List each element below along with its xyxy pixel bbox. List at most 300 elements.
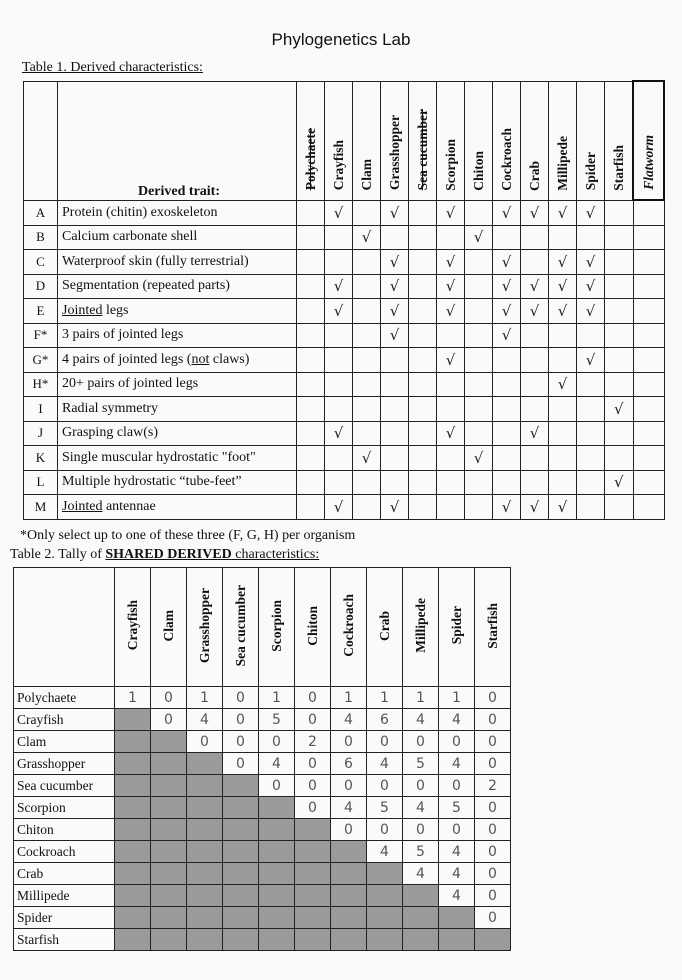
tally-value-cell[interactable]: 0 [223, 709, 259, 731]
trait-check-cell[interactable] [521, 397, 549, 422]
tally-value-cell[interactable]: 0 [439, 731, 475, 753]
trait-check-cell[interactable] [297, 250, 325, 275]
tally-value-cell[interactable]: 0 [439, 819, 475, 841]
trait-check-cell[interactable] [409, 299, 437, 324]
tally-value-cell[interactable]: 0 [475, 753, 511, 775]
trait-check-cell[interactable] [549, 250, 577, 275]
trait-check-cell[interactable] [297, 299, 325, 324]
trait-check-cell[interactable] [577, 470, 605, 495]
trait-check-cell[interactable] [409, 495, 437, 520]
tally-value-cell[interactable]: 0 [475, 863, 511, 885]
trait-check-cell[interactable] [409, 470, 437, 495]
trait-check-cell[interactable] [437, 495, 465, 520]
checkmark: √ [445, 350, 456, 369]
tally-value-cell[interactable]: 4 [439, 753, 475, 775]
trait-check-cell[interactable] [297, 323, 325, 348]
trait-check-cell[interactable] [381, 225, 409, 250]
trait-check-cell[interactable] [521, 250, 549, 275]
trait-check-cell[interactable] [409, 397, 437, 422]
tally-value-cell[interactable]: 0 [475, 907, 511, 929]
trait-check-cell[interactable] [577, 299, 605, 324]
trait-check-cell[interactable] [549, 421, 577, 446]
trait-check-cell[interactable] [521, 299, 549, 324]
shaded-cell [187, 863, 223, 885]
trait-check-cell[interactable] [633, 495, 664, 520]
trait-check-cell[interactable] [297, 446, 325, 471]
tally-value-cell[interactable]: 4 [331, 709, 367, 731]
trait-check-cell[interactable] [465, 299, 493, 324]
trait-check-cell[interactable] [465, 372, 493, 397]
trait-check-cell[interactable] [521, 470, 549, 495]
trait-check-cell[interactable] [605, 348, 634, 373]
trait-check-cell[interactable] [297, 200, 325, 225]
trait-check-cell[interactable] [465, 421, 493, 446]
trait-check-cell[interactable] [353, 421, 381, 446]
trait-check-cell[interactable] [633, 200, 664, 225]
table2-caption-bold: SHARED DERIVED [105, 547, 232, 562]
trait-check-cell[interactable] [633, 323, 664, 348]
tally-value-cell[interactable]: 5 [439, 797, 475, 819]
tally-value-cell[interactable]: 4 [367, 841, 403, 863]
trait-letter: L [24, 470, 58, 495]
tally-value-cell[interactable]: 0 [367, 731, 403, 753]
shaded-cell [475, 929, 511, 951]
trait-label: Multiple hydrostatic “tube-feet” [58, 470, 297, 495]
checkmark: √ [389, 277, 400, 296]
shaded-cell [295, 863, 331, 885]
tally-value-cell[interactable]: 0 [295, 687, 331, 709]
checkmark: √ [333, 424, 344, 443]
trait-check-cell[interactable] [381, 421, 409, 446]
trait-check-cell[interactable] [325, 200, 353, 225]
tally-value-cell[interactable]: 0 [295, 775, 331, 797]
tally-value-cell[interactable]: 0 [151, 687, 187, 709]
trait-check-cell[interactable] [521, 225, 549, 250]
trait-check-cell[interactable] [549, 200, 577, 225]
trait-check-cell[interactable] [521, 274, 549, 299]
tally-value-cell[interactable]: 4 [259, 753, 295, 775]
trait-check-cell[interactable] [633, 470, 664, 495]
trait-check-cell[interactable] [297, 495, 325, 520]
tally-value-cell[interactable]: 1 [367, 687, 403, 709]
tally-value-cell[interactable]: 0 [475, 819, 511, 841]
tally-value-cell[interactable]: 2 [475, 775, 511, 797]
trait-check-cell[interactable] [549, 372, 577, 397]
tally-value-cell[interactable]: 5 [367, 797, 403, 819]
trait-check-cell[interactable] [605, 470, 634, 495]
trait-check-cell[interactable] [353, 372, 381, 397]
trait-check-cell[interactable] [353, 397, 381, 422]
trait-check-cell[interactable] [325, 274, 353, 299]
trait-check-cell[interactable] [605, 372, 634, 397]
trait-check-cell[interactable] [409, 323, 437, 348]
shaded-cell [115, 841, 151, 863]
shaded-cell [115, 753, 151, 775]
trait-check-cell[interactable] [633, 274, 664, 299]
tally-value-cell[interactable]: 4 [439, 841, 475, 863]
trait-check-cell[interactable] [381, 250, 409, 275]
trait-check-cell[interactable] [633, 225, 664, 250]
trait-check-cell[interactable] [577, 397, 605, 422]
trait-check-cell[interactable] [577, 323, 605, 348]
trait-check-cell[interactable] [577, 372, 605, 397]
tally-value-cell[interactable]: 0 [223, 687, 259, 709]
tally-value-cell[interactable]: 4 [367, 753, 403, 775]
trait-check-cell[interactable] [549, 495, 577, 520]
checkmark: √ [557, 301, 568, 320]
trait-letter: I [24, 397, 58, 422]
trait-check-cell[interactable] [493, 200, 521, 225]
tally-value-cell[interactable]: 4 [403, 797, 439, 819]
trait-letter: B [24, 225, 58, 250]
trait-check-cell[interactable] [465, 250, 493, 275]
tally-value-cell[interactable]: 6 [367, 709, 403, 731]
trait-check-cell[interactable] [353, 274, 381, 299]
trait-check-cell[interactable] [325, 299, 353, 324]
trait-check-cell[interactable] [633, 421, 664, 446]
tally-value-cell[interactable]: 6 [331, 753, 367, 775]
trait-check-cell[interactable] [549, 323, 577, 348]
trait-check-cell[interactable] [437, 470, 465, 495]
tally-row-label: Grasshopper [14, 753, 115, 775]
trait-check-cell[interactable] [325, 495, 353, 520]
tally-value-cell[interactable]: 4 [403, 709, 439, 731]
trait-check-cell[interactable] [297, 397, 325, 422]
tally-value-cell[interactable]: 0 [475, 731, 511, 753]
trait-check-cell[interactable] [353, 495, 381, 520]
trait-check-cell[interactable] [493, 299, 521, 324]
trait-check-cell[interactable] [381, 470, 409, 495]
trait-check-cell[interactable] [577, 348, 605, 373]
trait-check-cell[interactable] [605, 397, 634, 422]
trait-check-cell[interactable] [521, 348, 549, 373]
checkmark: √ [557, 252, 568, 271]
shaded-cell [331, 929, 367, 951]
trait-check-cell[interactable] [297, 421, 325, 446]
tally-row [14, 797, 511, 819]
tally-value-cell[interactable]: 4 [439, 709, 475, 731]
tally-value-cell[interactable]: 0 [331, 819, 367, 841]
trait-letter: D [24, 274, 58, 299]
trait-check-cell[interactable] [353, 250, 381, 275]
trait-check-cell[interactable] [381, 372, 409, 397]
tally-column-header [367, 568, 403, 687]
tally-value-cell[interactable]: 4 [439, 885, 475, 907]
trait-check-cell[interactable] [297, 348, 325, 373]
tally-column-label: Crayfish [124, 600, 140, 651]
trait-check-cell[interactable] [577, 274, 605, 299]
trait-check-cell[interactable] [633, 397, 664, 422]
trait-check-cell[interactable] [521, 446, 549, 471]
tally-value-cell[interactable]: 1 [439, 687, 475, 709]
shaded-cell [187, 775, 223, 797]
trait-check-cell[interactable] [381, 397, 409, 422]
trait-check-cell[interactable] [577, 421, 605, 446]
shaded-cell [223, 797, 259, 819]
shaded-cell [223, 885, 259, 907]
tally-value-cell[interactable]: 1 [187, 687, 223, 709]
tally-value-cell[interactable]: 2 [295, 731, 331, 753]
trait-check-cell[interactable] [437, 372, 465, 397]
trait-check-cell[interactable] [493, 323, 521, 348]
shaded-cell [115, 775, 151, 797]
trait-check-cell[interactable] [409, 372, 437, 397]
trait-label: 3 pairs of jointed legs [58, 323, 297, 348]
tally-value-cell[interactable]: 0 [259, 731, 295, 753]
organism-header-label: Crayfish [330, 140, 346, 191]
trait-check-cell[interactable] [549, 348, 577, 373]
trait-row [24, 446, 665, 471]
checkmark: √ [445, 252, 456, 271]
shaded-cell [259, 841, 295, 863]
tally-value-cell[interactable]: 0 [475, 797, 511, 819]
trait-check-cell[interactable] [549, 274, 577, 299]
tally-value-cell[interactable]: 4 [331, 797, 367, 819]
shaded-cell [439, 907, 475, 929]
trait-check-cell[interactable] [577, 446, 605, 471]
trait-check-cell[interactable] [493, 250, 521, 275]
checkmark: √ [529, 203, 540, 222]
shaded-cell [295, 841, 331, 863]
trait-check-cell[interactable] [549, 397, 577, 422]
trait-check-cell[interactable] [549, 225, 577, 250]
trait-check-cell[interactable] [465, 495, 493, 520]
tally-corner-cell [14, 568, 115, 687]
trait-check-cell[interactable] [409, 250, 437, 275]
trait-check-cell[interactable] [605, 495, 634, 520]
trait-letter: E [24, 299, 58, 324]
tally-value-cell[interactable]: 0 [223, 753, 259, 775]
shaded-cell [115, 709, 151, 731]
tally-value-cell[interactable]: 5 [259, 709, 295, 731]
trait-check-cell[interactable] [353, 299, 381, 324]
trait-check-cell[interactable] [353, 348, 381, 373]
tally-value-cell[interactable]: 1 [115, 687, 151, 709]
tally-column-label: Spider [448, 606, 464, 645]
trait-check-cell[interactable] [381, 299, 409, 324]
shaded-cell [295, 885, 331, 907]
checkmark: √ [389, 301, 400, 320]
tally-value-cell[interactable]: 0 [439, 775, 475, 797]
trait-check-cell[interactable] [381, 495, 409, 520]
tally-value-cell[interactable]: 5 [403, 841, 439, 863]
trait-check-cell[interactable] [493, 372, 521, 397]
tally-value-cell[interactable]: 0 [367, 775, 403, 797]
trait-check-cell[interactable] [465, 200, 493, 225]
trait-check-cell[interactable] [437, 421, 465, 446]
tally-value-cell[interactable]: 4 [187, 709, 223, 731]
tally-value-cell[interactable]: 0 [295, 753, 331, 775]
trait-check-cell[interactable] [577, 225, 605, 250]
trait-check-cell[interactable] [437, 274, 465, 299]
shaded-cell [151, 885, 187, 907]
checkmark: √ [529, 424, 540, 443]
shaded-cell [367, 907, 403, 929]
trait-check-cell[interactable] [605, 421, 634, 446]
shaded-cell [151, 731, 187, 753]
trait-check-cell[interactable] [409, 225, 437, 250]
tally-value-cell[interactable]: 0 [151, 709, 187, 731]
trait-check-cell[interactable] [409, 200, 437, 225]
tally-value-cell[interactable]: 1 [331, 687, 367, 709]
trait-check-cell[interactable] [493, 495, 521, 520]
trait-check-cell[interactable] [493, 225, 521, 250]
trait-check-cell[interactable] [325, 397, 353, 422]
trait-check-cell[interactable] [465, 470, 493, 495]
trait-check-cell[interactable] [493, 470, 521, 495]
trait-row [24, 372, 665, 397]
trait-check-cell[interactable] [633, 348, 664, 373]
trait-check-cell[interactable] [297, 274, 325, 299]
trait-check-cell[interactable] [605, 323, 634, 348]
trait-check-cell[interactable] [493, 421, 521, 446]
trait-check-cell[interactable] [353, 323, 381, 348]
trait-check-cell[interactable] [493, 397, 521, 422]
trait-check-cell[interactable] [437, 200, 465, 225]
tally-row [14, 907, 511, 929]
organism-header-label: Starfish [610, 144, 626, 191]
tally-value-cell[interactable]: 0 [367, 819, 403, 841]
trait-label: Jointed legs [58, 299, 297, 324]
trait-check-cell[interactable] [549, 446, 577, 471]
trait-check-cell[interactable] [353, 225, 381, 250]
trait-check-cell[interactable] [577, 250, 605, 275]
trait-check-cell[interactable] [325, 446, 353, 471]
checkmark: √ [557, 277, 568, 296]
tally-value-cell[interactable]: 5 [403, 753, 439, 775]
tally-value-cell[interactable]: 0 [295, 797, 331, 819]
trait-check-cell[interactable] [325, 250, 353, 275]
trait-letter: K [24, 446, 58, 471]
trait-check-cell[interactable] [521, 323, 549, 348]
checkmark: √ [445, 203, 456, 222]
trait-check-cell[interactable] [465, 348, 493, 373]
trait-check-cell[interactable] [577, 200, 605, 225]
trait-check-cell[interactable] [493, 274, 521, 299]
trait-check-cell[interactable] [577, 495, 605, 520]
tally-value-cell[interactable]: 0 [475, 885, 511, 907]
tally-value-cell[interactable]: 0 [331, 731, 367, 753]
tally-value-cell[interactable]: 4 [439, 863, 475, 885]
tally-row-label: Clam [14, 731, 115, 753]
trait-check-cell[interactable] [437, 225, 465, 250]
tally-value-cell[interactable]: 0 [187, 731, 223, 753]
trait-check-cell[interactable] [437, 348, 465, 373]
trait-check-cell[interactable] [381, 348, 409, 373]
trait-check-cell[interactable] [353, 470, 381, 495]
trait-check-cell[interactable] [409, 274, 437, 299]
tally-value-cell[interactable]: 1 [259, 687, 295, 709]
tally-value-cell[interactable]: 0 [295, 709, 331, 731]
trait-check-cell[interactable] [633, 446, 664, 471]
trait-check-cell[interactable] [353, 200, 381, 225]
trait-check-cell[interactable] [437, 299, 465, 324]
tally-value-cell[interactable]: 0 [475, 687, 511, 709]
shaded-cell [151, 775, 187, 797]
trait-check-cell[interactable] [633, 250, 664, 275]
trait-check-cell[interactable] [381, 274, 409, 299]
trait-check-cell[interactable] [297, 225, 325, 250]
checkmark: √ [613, 473, 624, 492]
trait-check-cell[interactable] [409, 421, 437, 446]
trait-check-cell[interactable] [297, 470, 325, 495]
organism-header-label: Crab [526, 160, 542, 191]
tally-value-cell[interactable]: 0 [331, 775, 367, 797]
trait-check-cell[interactable] [409, 446, 437, 471]
trait-check-cell[interactable] [605, 446, 634, 471]
trait-check-cell[interactable] [465, 446, 493, 471]
trait-check-cell[interactable] [549, 299, 577, 324]
trait-check-cell[interactable] [549, 470, 577, 495]
shaded-cell [259, 929, 295, 951]
trait-check-cell[interactable] [633, 372, 664, 397]
shaded-cell [331, 841, 367, 863]
shaded-cell [295, 819, 331, 841]
trait-check-cell[interactable] [521, 421, 549, 446]
trait-check-cell[interactable] [325, 323, 353, 348]
trait-row [24, 348, 665, 373]
tally-value-cell[interactable]: 0 [403, 731, 439, 753]
trait-check-cell[interactable] [493, 446, 521, 471]
shared-derived-tally-table [13, 567, 511, 951]
trait-check-cell[interactable] [437, 250, 465, 275]
trait-check-cell[interactable] [605, 274, 634, 299]
trait-check-cell[interactable] [297, 372, 325, 397]
trait-check-cell[interactable] [381, 200, 409, 225]
trait-check-cell[interactable] [465, 225, 493, 250]
trait-check-cell[interactable] [325, 421, 353, 446]
shaded-cell [223, 929, 259, 951]
tally-value-cell[interactable]: 0 [403, 819, 439, 841]
tally-value-cell[interactable]: 4 [403, 863, 439, 885]
tally-value-cell[interactable]: 0 [403, 775, 439, 797]
trait-check-cell[interactable] [381, 323, 409, 348]
trait-check-cell[interactable] [437, 397, 465, 422]
trait-check-cell[interactable] [605, 200, 634, 225]
organism-header-scorpion [437, 81, 465, 200]
trait-check-cell[interactable] [493, 348, 521, 373]
tally-value-cell[interactable]: 0 [259, 775, 295, 797]
trait-check-cell[interactable] [605, 299, 634, 324]
trait-check-cell[interactable] [605, 250, 634, 275]
tally-value-cell[interactable]: 0 [223, 731, 259, 753]
tally-column-label: Millipede [412, 598, 428, 653]
tally-column-header [475, 568, 511, 687]
trait-check-cell[interactable] [465, 397, 493, 422]
shaded-cell [115, 907, 151, 929]
tally-value-cell[interactable]: 0 [475, 709, 511, 731]
trait-check-cell[interactable] [325, 372, 353, 397]
trait-label: Jointed antennae [58, 495, 297, 520]
trait-check-cell[interactable] [409, 348, 437, 373]
trait-check-cell[interactable] [465, 274, 493, 299]
trait-check-cell[interactable] [325, 225, 353, 250]
trait-check-cell[interactable] [633, 299, 664, 324]
tally-value-cell[interactable]: 1 [403, 687, 439, 709]
trait-check-cell[interactable] [353, 446, 381, 471]
trait-check-cell[interactable] [437, 446, 465, 471]
trait-check-cell[interactable] [521, 495, 549, 520]
trait-check-cell[interactable] [381, 446, 409, 471]
trait-check-cell[interactable] [521, 372, 549, 397]
trait-check-cell[interactable] [465, 323, 493, 348]
trait-check-cell[interactable] [325, 348, 353, 373]
tally-value-cell[interactable]: 0 [475, 841, 511, 863]
trait-check-cell[interactable] [605, 225, 634, 250]
trait-check-cell[interactable] [521, 200, 549, 225]
trait-check-cell[interactable] [325, 470, 353, 495]
trait-check-cell[interactable] [437, 323, 465, 348]
